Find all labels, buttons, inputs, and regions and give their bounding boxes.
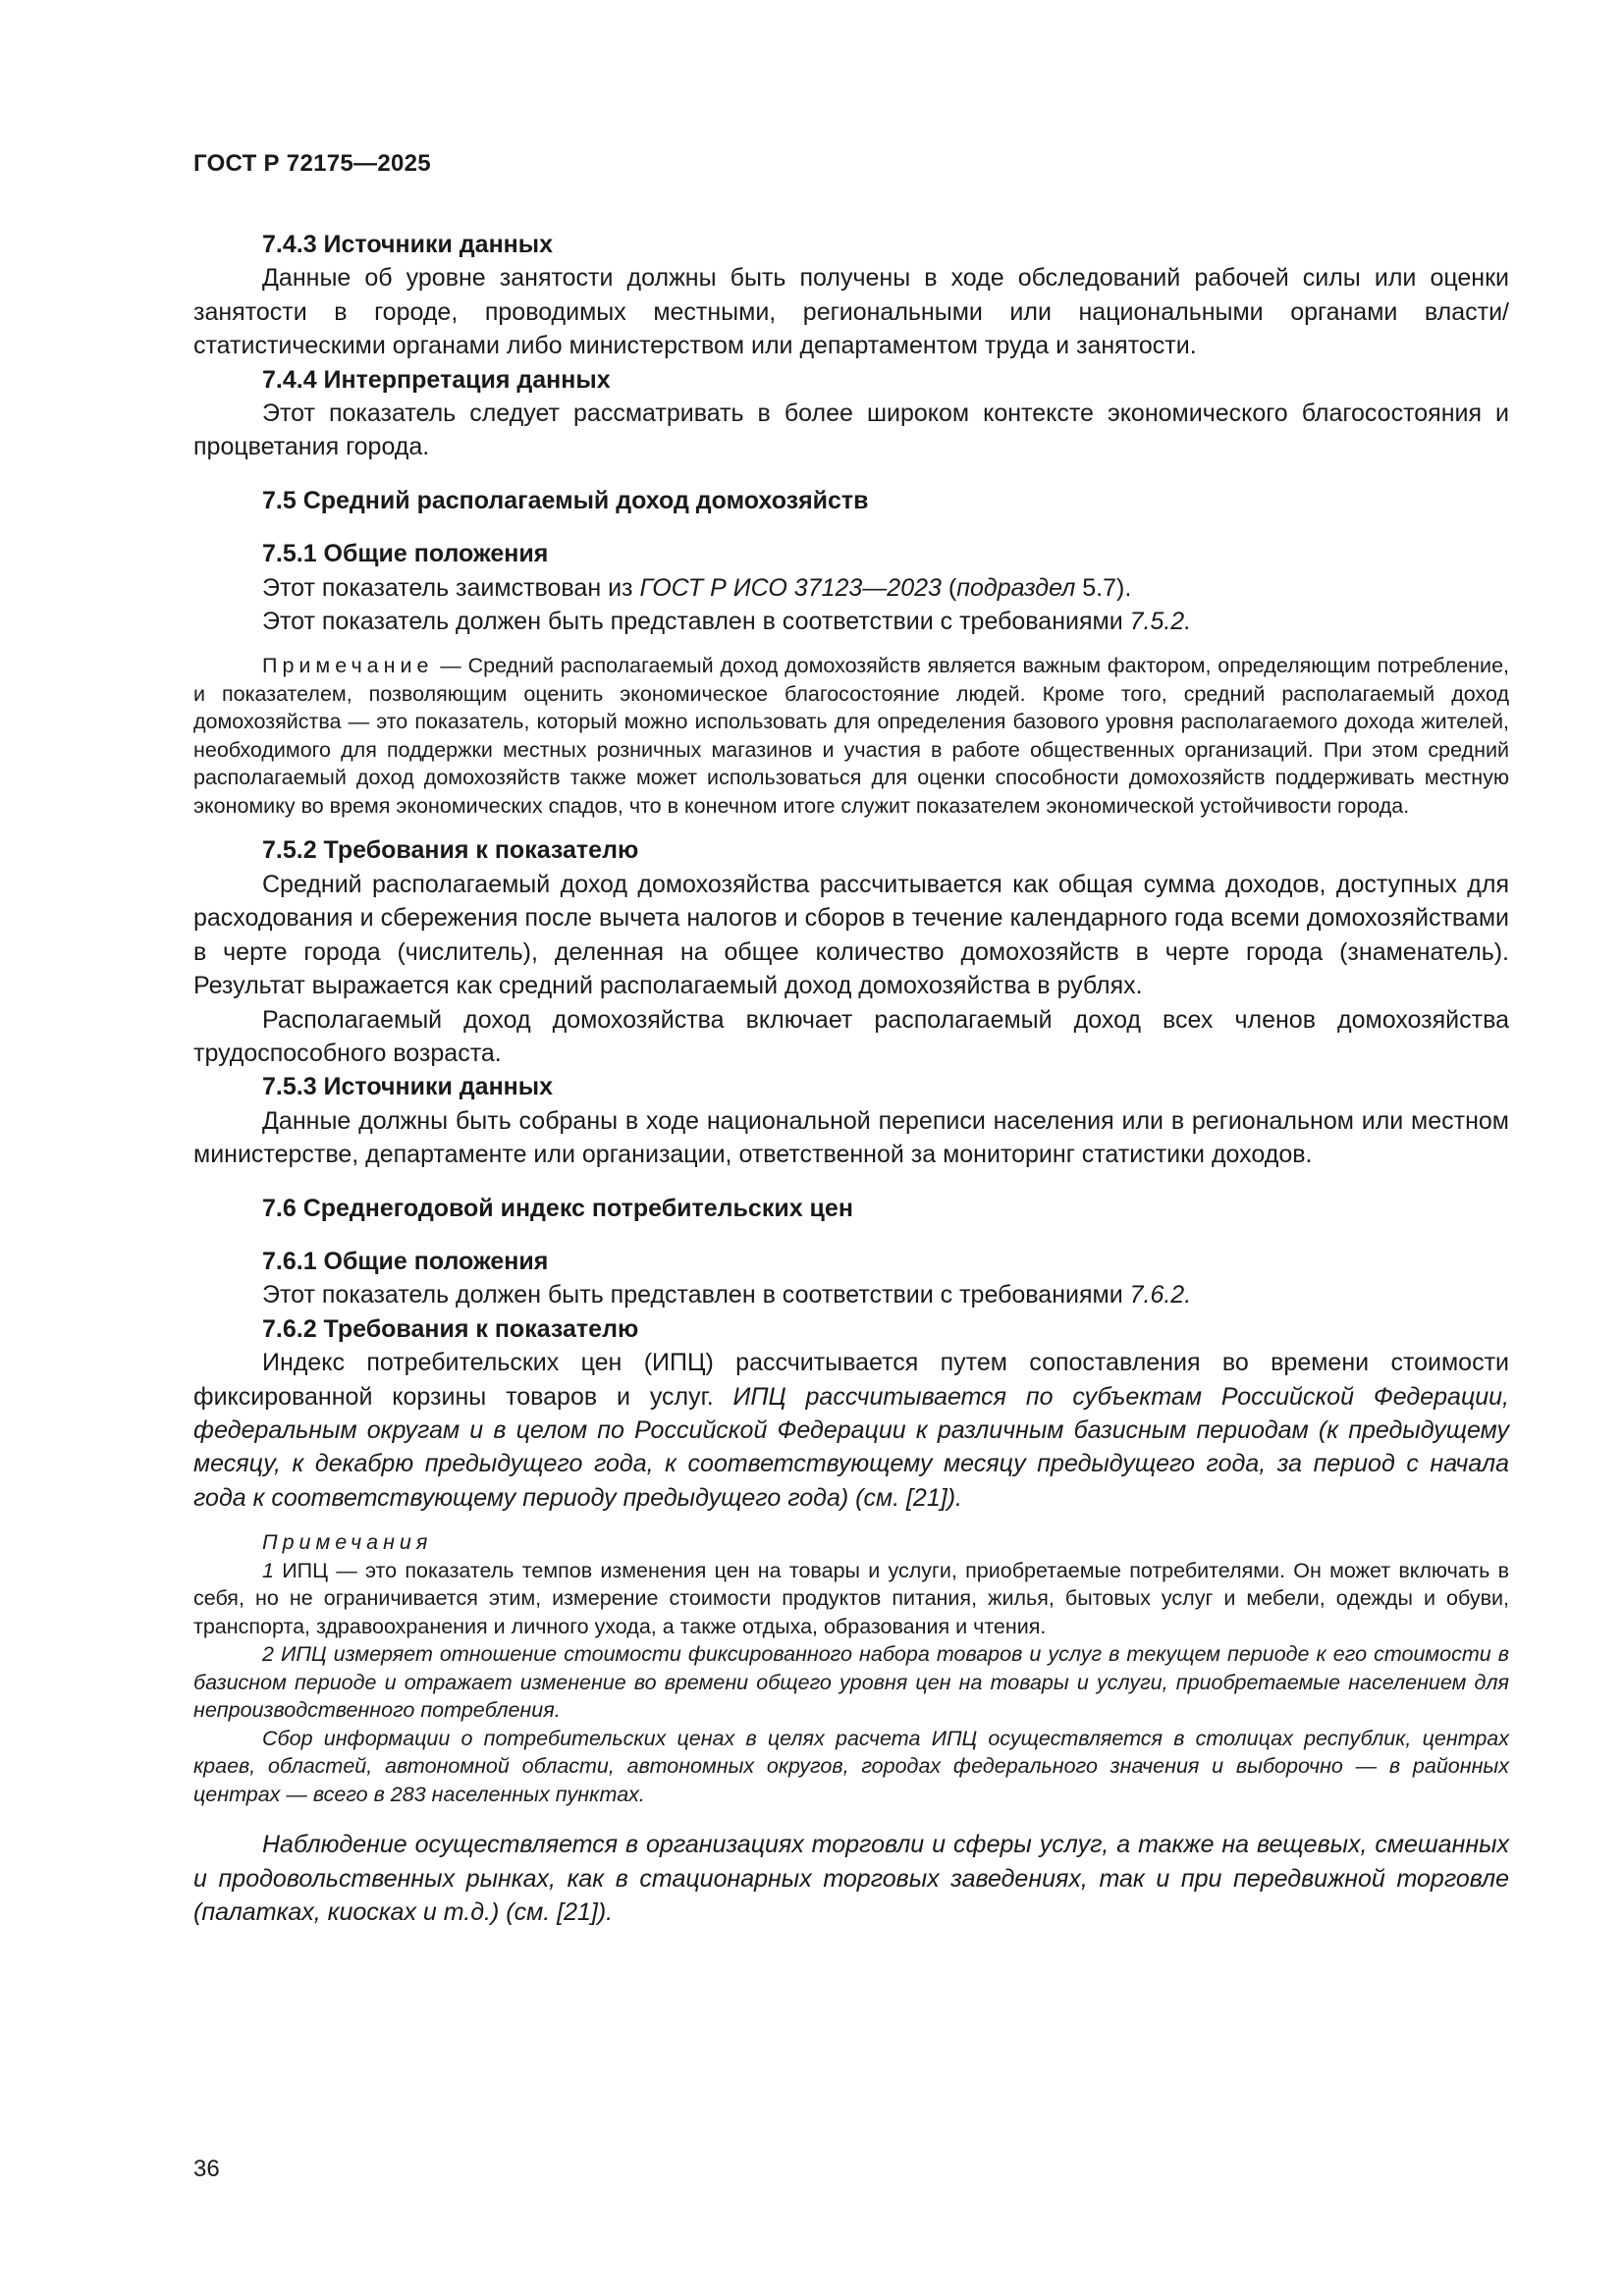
paragraph-final: Наблюдение осуществляется в организациях торговли и сферы услуг, а также на вещевых, смешанных и продовольственных рынках, как в стационарных торговых заведениях, так и при передвижной торговле (палатках, киосках и т.д.) (см. [21]).	[193, 1831, 1509, 1926]
standard-designation: ГОСТ Р 72175—2025	[193, 150, 431, 177]
heading-7-5: 7.5 Средний располагаемый доход домохозяйств	[262, 486, 869, 514]
heading-7-6-1: 7.6.1 Общие положения	[262, 1247, 549, 1275]
paragraph-7-5-2-a: Средний располагаемый доход домохозяйства рассчитывается как общая сумма доходов, доступных для расходования и сбережения после вычета налогов и сборов в течение календарного года всеми домохозяйствами в черте города (числитель), деленная на общее количество домохозяйств в черте города (знаменатель). Результат выражается как средний располагаемый доход домохозяйства в рублях.	[193, 870, 1509, 1000]
paragraph-7-5-1-requirements: Этот показатель должен быть представлен в соответствии с требованиями 7.5.2.	[262, 608, 1192, 636]
heading-7-5-3: 7.5.3 Источники данных	[262, 1073, 554, 1101]
heading-7-4-4: 7.4.4 Интерпретация данных	[262, 365, 611, 394]
note-2: 2 ИПЦ измеряет отношение стоимости фиксированного набора товаров и услуг в текущем периоде к его стоимости в базисном периоде и отражает изменение во времени общего уровня цен на товары и услуги, приобретаемые населением для непроизводственного потребления.	[193, 1642, 1509, 1723]
note-1: 1 ИПЦ — это показатель темпов изменения цен на товары и услуги, приобретаемые потребителями. Он может включать в себя, но не ограничивается этим, измерение стоимости продуктов питания, жилья, бытовых услуг и мебели, одежды и обуви, транспорта, здравоохранения и личного ухода, а также отдыха, образования и чтения.	[193, 1558, 1509, 1638]
reference-7-6-2: 7.6.2.	[1129, 1281, 1192, 1309]
page-number: 36	[193, 2156, 220, 2182]
paragraph-7-4-3: Данные об уровне занятости должны быть получены в ходе обследований рабочей силы или оценки занятости в городе, проводимых местными, региональными или национальными органами власти/статистическими органами либо министерством или департаментом труда и занятости.	[193, 264, 1509, 360]
paragraph-7-5-1-source: Этот показатель заимствован из ГОСТ Р ИСО 37123—2023 (подраздел 5.7).	[262, 573, 1132, 602]
paragraph-7-5-2-b: Располагаемый доход домохозяйства включает располагаемый доход всех членов домохозяйства трудоспособного возраста.	[193, 1005, 1509, 1067]
document-body	[193, 228, 1509, 1929]
heading-7-6: 7.6 Среднегодовой индекс потребительских цен	[262, 1194, 853, 1222]
heading-7-4-3: 7.4.3 Источники данных	[262, 231, 554, 258]
note-label: Примечание	[262, 654, 434, 678]
reference-gost: ГОСТ Р ИСО 37123—2023	[639, 573, 942, 602]
paragraph-7-5-3: Данные должны быть собраны в ходе национальной переписи населения или в региональном или местном министерстве, департаменте или организации, ответственной за мониторинг статистики доходов.	[193, 1106, 1509, 1169]
heading-7-5-2: 7.5.2 Требования к показателю	[262, 836, 639, 865]
notes-label: Примечания	[262, 1530, 433, 1555]
heading-7-6-2: 7.6.2 Требования к показателю	[262, 1314, 639, 1343]
heading-7-5-1: 7.5.1 Общие положения	[262, 540, 549, 568]
note-3: Сбор информации о потребительских ценах в целях расчета ИПЦ осуществляется в столицах республик, центрах краев, областей, автономной области, автономных округов, городах федерального значения и выборочно — в районных центрах — всего в 283 населенных пунктах.	[193, 1726, 1509, 1806]
paragraph-7-6-1: Этот показатель должен быть представлен в соответствии с требованиями 7.6.2.	[262, 1281, 1192, 1309]
paragraph-7-6-2: Индекс потребительских цен (ИПЦ) рассчитывается путем сопоставления во времени стоимости фиксированной корзины товаров и услуг. ИПЦ рассчитывается по субъектам Российской Федерации, федеральным округам и в целом по Российской Федерации к различным базисным периодам (к предыдущему месяцу, к декабрю предыдущего года, к соответствующему месяцу предыдущего года, за период с начала года к соответствующему периоду предыдущего года) (см. [21]).	[193, 1349, 1509, 1512]
paragraph-7-4-4: Этот показатель следует рассматривать в более широком контексте экономического благосостояния и процветания города.	[193, 400, 1509, 461]
reference-7-5-2: 7.5.2.	[1129, 608, 1192, 636]
note-7-5: Примечание — Средний располагаемый доход домохозяйств является важным фактором, определяющим потребление, и показателем, позволяющим оценить экономическое благосостояние людей. Кроме того, средний располагаемый доход домохозяйства — это показатель, который можно использовать для определения базового уровня располагаемого дохода жителей, необходимого для поддержки местных розничных магазинов и участия в работе общественных организаций. При этом средний располагаемый доход домохозяйств также может использоваться для оценки способности домохозяйств поддерживать местную экономику во время экономических спадов, что в конечном итоге служит показателем экономической устойчивости города.	[193, 654, 1509, 818]
